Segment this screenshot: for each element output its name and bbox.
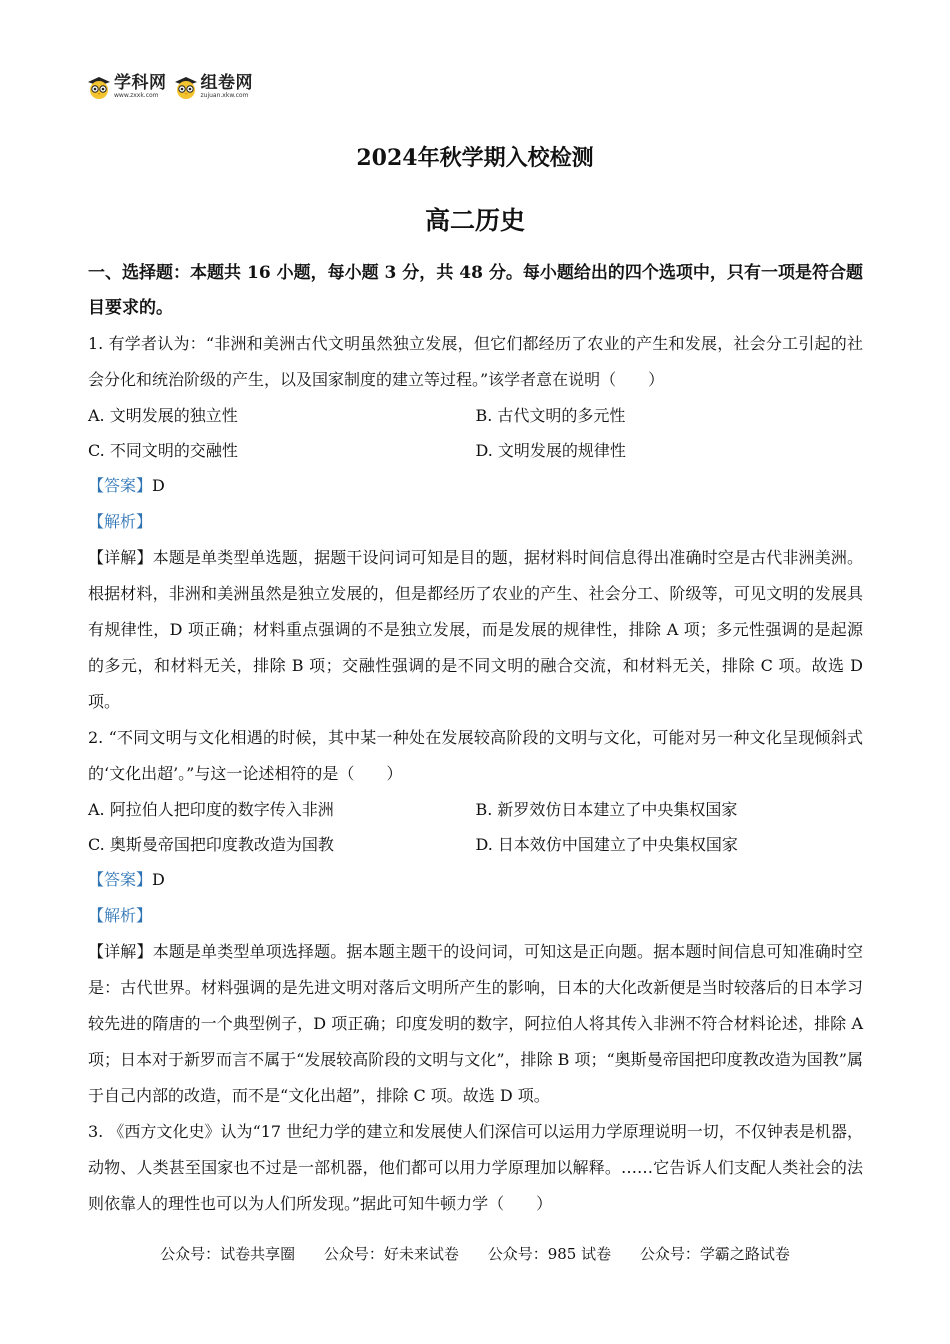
option-c: C. 奥斯曼帝国把印度教改造为国教	[88, 835, 334, 854]
logo-url-2: zujuan.xkw.com	[200, 92, 249, 99]
option-d: D. 日本效仿中国建立了中央集权国家	[475, 835, 738, 854]
subject-title: 高二历史	[424, 206, 525, 235]
option-a: A. 文明发展的独立性	[88, 406, 238, 425]
question-3-stem: 3. 《西方文化史》认为“17 世纪力学的建立和发展使人们深信可以运用力学原理说明一切，不仅钟表是机器，动物、人类甚至国家也不过是一部机器，他们都可以用力学原理加以解释。……它告诉人们支配人类社会的法则依靠人的理性也可以为人们所发现。”据此可知牛顿力学（ ）	[88, 1122, 863, 1213]
answer-tag: 【答案】	[88, 870, 153, 889]
footer-item: 公众号：学霸之路试卷	[639, 1245, 790, 1263]
answer-value: D	[152, 476, 165, 495]
question-2-analysis-tag: 【解析】	[88, 906, 153, 925]
exam-title: 2024年秋学期入校检测	[356, 145, 594, 171]
option-b: B. 古代文明的多元性	[475, 406, 626, 425]
question-2-stem: 2. “不同文明与文化相遇的时候，其中某一种处在发展较高阶段的文明与文化，可能对另一种文化呈现倾斜式的‘文化出超’。”与这一论述相符的是（ ）	[88, 728, 863, 783]
question-1-detail: 【详解】本题是单类型单选题，据题干设问词可知是目的题，据材料时间信息得出准确时空是古代非洲美洲。根据材料，非洲和美洲虽然是独立发展的，但是都经历了农业的产生、社会分工、阶级等，可见文明的发展具有规律性，D 项正确；材料重点强调的不是独立发展，而是发展的规律性，排除 A 项；多元性强调的是起源的多元，和材料无关，排除 B 项；交融性强调的是不同文明的融合交流，和材料无关，排除 C 项。故选 D 项。	[88, 548, 863, 711]
option-a: A. 阿拉伯人把印度的数字传入非洲	[88, 800, 334, 819]
logo-xuekewang[interactable]	[86, 74, 167, 100]
site-logo[interactable]	[86, 70, 259, 104]
footer-item: 公众号：好未来试卷	[323, 1245, 459, 1263]
owl-mascot-icon	[173, 74, 199, 100]
question-1-options-row-2	[88, 433, 863, 468]
logo-brand-1: 学科网	[114, 73, 167, 93]
option-d: D. 文明发展的规律性	[475, 441, 626, 460]
exam-content	[88, 256, 863, 1222]
footer	[0, 1242, 950, 1266]
question-2-detail: 【详解】本题是单类型单项选择题。据本题主题干的设问词，可知这是正向题。据本题时间信息可知准确时空是：古代世界。材料强调的是先进文明对落后文明所产生的影响，日本的大化改新便是当时较落后的日本学习较先进的隋唐的一个典型例子，D 项正确；印度发明的数字，阿拉伯人将其传入非洲不符合材料论述，排除 A 项；日本对于新罗而言不属于“发展较高阶段的文明与文化”，排除 B 项；“奥斯曼帝国把印度教改造为国教”属于自己内部的改造，而不是“文化出超”，排除 C 项。故选 D 项。	[88, 942, 863, 1105]
question-2-options-row-1	[88, 792, 863, 827]
section-heading: 一、选择题：本题共 16 小题，每小题 3 分，共 48 分。每小题给出的四个选项中，只有一项是符合题目要求的。	[88, 263, 863, 318]
question-1-answer	[88, 468, 863, 504]
answer-value: D	[152, 870, 165, 889]
question-1-options-row-1	[88, 398, 863, 433]
question-1-stem: 1. 有学者认为：“非洲和美洲古代文明虽然独立发展，但它们都经历了农业的产生和发展，社会分工引起的社会分化和统治阶级的产生，以及国家制度的建立等过程。”该学者意在说明（ ）	[88, 334, 863, 389]
answer-tag: 【答案】	[88, 476, 153, 495]
logo-zujuanwang[interactable]	[173, 74, 254, 100]
footer-item: 公众号：试卷共享圈	[160, 1245, 296, 1263]
question-2-answer	[88, 862, 863, 898]
question-1-analysis-tag: 【解析】	[88, 512, 153, 531]
option-c: C. 不同文明的交融性	[88, 441, 238, 460]
owl-mascot-icon	[86, 74, 112, 100]
option-b: B. 新罗效仿日本建立了中央集权国家	[475, 800, 738, 819]
logo-brand-2: 组卷网	[200, 73, 253, 93]
logo-url-1: www.zxxk.com	[114, 92, 159, 99]
question-2-options-row-2	[88, 827, 863, 862]
footer-item: 公众号：985 试卷	[487, 1245, 612, 1263]
